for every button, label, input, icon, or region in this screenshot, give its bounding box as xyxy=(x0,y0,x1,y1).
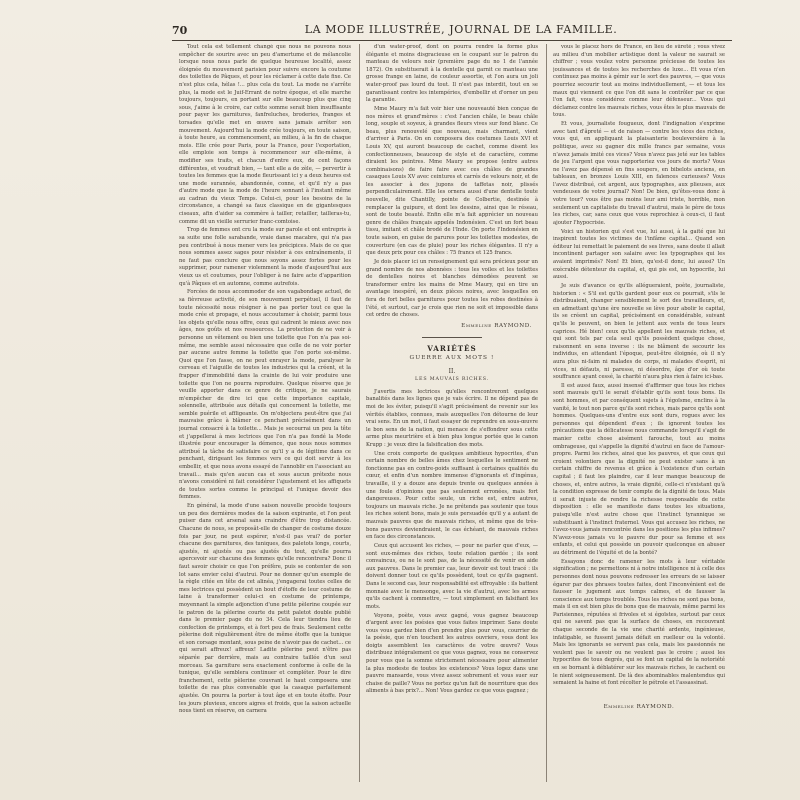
paragraph: Forcées de nous accommoder de son vagabondage actuel, de sa fièvreuse activité, de son mouvement perpétuel, il faut de toute nécessité nous résigner à ne pas porter tout ce que la mode crée et propage, et nous accoutumer à choisir, parmi tous les objets qu'elle nous offre, ceux qui cadrent le mieux avec nos âges, nos goûts et nos ressources. La protection de ne voir à personne un vêtement ou bien une toilette que l'on n'a pas soi-même, me semble aussi nécessaire que celle de ne voir porter par aucune autre femme la toilette que l'on porte soi-même. Quoi que l'on fasse, on ne peut enrayer la mode, paralyser le cerveau et l'aiguille de toutes les industries qui la créent, et la frapper d'immobilité dans la crainte de lui voir produire une toilette que l'on ne pourra reproduire. Quelque réserve que je veuille apporter dans ce genre de critique, je ne saurais m'empêcher de dire ici que cette importance capitale, solennelle, attribuée aux détails qui concernent la toilette, me semble puérile et affligeante. On m'objectera peut-être que j'ai mauvaise grâce à blâmer ce penchant précisément dans un journal consacré à la toilette... Mais je secourrai un peu la tête et j'appellerai à mes lectrices que l'on n'a pas fondé la Mode illustrée pour encourager la démence, que nous nous sommes attribué la tâche de satisfaire ce qu'il y a de légitime dans ce penchant, dirigeant les femmes vers ce qui doit servir à les embellir, et que nous avons essayé de l'annoblir en l'associant au travail... mais qu'en aucun cas et sous aucun prétexte nous n'avons considéré ni fait considérer l'ajustement et les affiquets de toutes sortes comme le principal et l'unique devoir des femmes. xyxy=(179,289,351,501)
paragraph: d'un water-proof, dont on pourra rendre la forme plus élégante et moins disgracieuse en le coupant sur le patron du manteau de velours noir (première page du no 1 de l'année 1872). On substituerait à la dentelle qui garnit ce manteau une grosse frange en laine, de couleur assortie, et l'on aura un joli water-proof pas lourd du tout. Il n'est pas interdit, tout en se garantissant contre les intempéries, d'embellir et d'orner un peu la garantie. xyxy=(366,44,538,104)
paragraph: Voici un historien qui s'est vue, lui aussi, à la gaité que lui inspirent toutes les victimes de l'infâme capital... Quand son éditeur lui remettait le paiement de ses livres, sans doute il allait incontinent partager son salaire avec les typographes qui les avaient imprimés? Non! Et bien, qu'est-il donc, lui aussi? Un exécrable détenteur du capital, et, qui pis est, un hypocrite, lui aussi. xyxy=(553,228,725,281)
paragraph: Il est aussi faux, aussi insensé d'affirmer que tous les riches sont mauvais qu'il le serait d'établir qu'ils sont tous bons. Ils sont hommes, et par conséquent sujets à l'égoïsme, enclins à la vanité, le tout non parce qu'ils sont riches, mais parce qu'ils sont hommes. Quelques-uns d'entre eux sont durs, rogues avec les personnes qui dépendent d'eux ; ils ignorent toutes les précautions que la délicatesse nous commande lorsqu'il s'agit de manier cette chose aisément farouche, tout au moins ombrageuse, qui s'appelle la dignité d'autrui en face de l'amour-propre. Parmi les riches, ainsi que les pauvres, et que ceux qui croient volontiers que la dignité ne peut exister sans à un certain chiffre de revenus et grâce à l'existence d'un certain capital ; il faut les plaindre, car il leur manque beaucoup de choses, et, entre autres, la vraie dignité, celle-ci n'existant qu'à la condition expresse de tenir compte de la dignité de tous. Mais il serait injuste de rendre la richesse responsable de cette disposition : elle se manifeste dans toutes les situations, puisqu'elle n'est autre chose que l'instinct tyrannique se substituant à l'instinct fraternel. Vous qui accusez les riches, ne l'avez-vous jamais rencontrée dans les positions les plus infimes? N'avez-vous jamais vu le pauvre dur pour sa femme et ses enfants, et celui qui possède un pouvoir quelconque en abuser au détriment de l'équité et de la bonté? xyxy=(553,382,725,556)
column-1 xyxy=(179,44,351,784)
page-number: 70 xyxy=(172,24,188,37)
paragraph: Ceux qui accusent les riches, — pour ne parler que d'eux, — sont eux-mêmes des riches, toute relation gardée ; ils sont convaincus, ou ne le sont pas, de la nécessité de venir en aide aux pauvres. Dans le premier cas, leur devoir est tout tracé : ils doivent donner tout ce qu'ils possèdent, tout ce qu'ils gagnent. Dans le second cas, leur responsabilité est effroyable : ils battent monnaie avec le mensonge, avec la vie d'autrui, avec les armes qu'ils cachent à commettre, — tout simplement en falsifiant les mots. xyxy=(366,542,538,610)
section-heading: LES MAUVAIS RICHES. xyxy=(415,377,489,383)
paragraph: J'avertis mes lectrices qu'elles rencontreront quelques banalités dans les lignes que je vais écrire. Il ne dépend pas de moi de les éviter, puisqu'il s'agit précisément de revenir sur les vérités établies, connues, mais auxquelles l'on détourne de leur vrai sens. En un mot, il faut essayer de reprendre en sous-œuvre le bon sens de la nation, qui menace de s'effondrer sous cette arme plus meurtrière et à bien plus longue portée que le canon Krupp : je veux dire la falsification des mots. xyxy=(366,388,538,448)
column-2 xyxy=(366,44,538,784)
running-title: LA MODE ILLUSTRÉE, JOURNAL DE LA FAMILLE. xyxy=(304,23,618,36)
paragraph: Essayons donc de ramener les mots à leur véritable signification ; ne permettons ni à notre intelligence ni à celle des personnes dont nous pouvons redresser les erreurs de se laisser égarer par des phrases toutes faites, dont l'inconvénient est de fausser le jugement aux temps calmes, et de fausser la conscience aux temps troublés. Tous les riches ne sont pas bons, mais il en est bien plus de bons que de mauvais, même parmi les Parisiennes, réputées si frivoles et si égoïstes, surtout par ceux qui ne savent pas que la surface de choses, en recouvrant chaque seconde de la vie une charité ardente, ingénieuse, infatigable, se fussent jamais défait en ruelleur ou la volonté. Mais les ignorants se servent pas cela, mais les passionnés ne veulent pas le savoir ou ne veulent pas le croire ; aussi les hypocrites de tous degrés, qui se font un capital de la notoriété en se bornant à déblatérer sur les mauvais riches, le cachent ou le nient soigneusement. De là des abominables malentendus qui semaient la haine et font récolter le pétrole et l'assassinat. xyxy=(553,558,725,687)
paragraph: En général, la mode d'une saison nouvelle procède toujours un peu des dernières modes de la saison expirante, et l'on peut puiser dans cet arsenal sans craindre d'être trop distancée. Chacune de nous, se proposât-elle de changer de costume douze fois par jour, ne peut espérer, n'est-il pas vrai? de porter chacune des garnitures, des tuniques, des paletots longs, courts, ajustés, ni ajustés ou pas ajustés du tout, qu'elle pourra apercevoir sur chacune des femmes qu'elle rencontrera? Donc il faut savoir choisir ce que l'on préfère, puis se contenter de son lot sans envier celui d'autrui. Pour ne donner qu'un exemple de la règle citée en tête de cet alinéa, j'engagerai toutes celles de mes lectrices qui possèdent un bout d'étoffe de leur costume de laine à transformer celui-ci en costume de printemps, moyennant la simple adjonction d'une petite pèlerine coupée sur le patron de la pèlerine courte du petit paletot double publié dans le premier page du no 34. Cela leur tiendra lieu de confection de printemps, et à fort peu de frais. Seulement cette pèlerine doit régulièrement être de même étoffe que la tunique et son corsage montant, sous peine de n'avoir pas de cachet... ce qui serait affreux! affreux! Ladite pèlerine peut n'être pas séparée par derrière, mais au contraire taillée d'un seul morceau. Sa garniture sera exactement conforme à celle de la tunique, qu'elle semblera continuer et compléter. Pour le dire franchement, cette pèlerine couvrant le haut composera une toilette de ras plus convenable que la casaque parfaitement ajustée. On pourra la porter à tout âge et en toute étoffe. Pour les jours pluvieux, encore aigres et froids, que la saison actuelle nous tient en réserve, on carnera xyxy=(179,503,351,715)
paragraph: Voyons, poète, vous avez gagné, vous gagnez beaucoup d'argent avec les poésies que vous faites imprimer. Sans doute vous vous gardez bien d'en prendre plus pour vous, courrier de la poésie, que n'en touchent les autres ouvriers, vous dont les doigts assemblent les caractères de votre œuvre? Vous distribuez intégralement ce que vous gagnez, vous ne conservez pour vous que la somme strictement nécessaire pour alimenter la plus modeste de toutes les existences? Vous logez dans une pauvre mansarde, vous vivez assez sobrement et vous suer sur chaise de paille? Vous ne portez qu'un fait de nourriture que des aliments à bas prix?... Non! Vous gardez ce que vous gagnez ; xyxy=(366,612,538,695)
section-title: VARIÉTÉS xyxy=(427,344,477,354)
paragraph: Une croix comporte de quelques ambitieux hypocrites, d'un certain nombre de belles âmes chez lesquelles le sentiment ne fonctionne pas en contre-poids suffisant à certaines qualités du cœur, et enfin d'un nombre immense d'ignorants et d'ingénus, travaille, il y a douze ans depuis trente ou quelques années à une foule d'opinions que pas seulement erronées, mais fort dangereuses. Pour cette seule, un riche est, entre autres, toujours un mauvais riche. Je ne prétends pas soutenir que tous les riches soient bons, mais je suis persuadée qu'il y a autant de mauvais pauvres que de mauvais riches, et même que de très-bons pauvres deviendraient, le cas échéant, de mauvais riches en face des circonstances. xyxy=(366,450,538,541)
paragraph: Mme Maury m'a fait voir hier une nouveauté bien conçue de nos mères et grand'mères : c'est l'ancien châle, le beau châle long, souple et soyeux, à grandes fleurs vives sur fond blanc. Ce beau, plus renouvelé que nouveau, mais charmant, vient d'arriver à Paris. On en composera des costumes Louis XVI et Louis XV, qui auront beaucoup de cachet, comme disent les confectionneuses, beaucoup de style et de caractère, comme diraient les peintres. Mme Maury se propose (entre autres combinaisons) de faire faire avec ces châles de grandes casaques Louis XV avec ceintures et carrés de velours noir, et de les associer à des jupons de taffetas noir, plissés perpendiculairement. Elle les ornera aussi d'une dentelle toute nouvelle, dite Chantilly, pointe de Colbertie, destinée à remplacer la guipure, et dont les dessins, ainsi que le réseau, sont de toute beauté. Enfin elle m'a fait apprécier un nouveau genre de châles français appelés Indonésien. C'est un fort beau tissu, imitant et châle brodé de l'Inde. On porte l'Indonésien en toute saison, en guise de parures pour les toilettes modestes, de couverture (en cas de pluie) pour les riches élégantes. Il n'y a que deux prix pour ces châles : 75 francs et 125 francs. xyxy=(366,105,538,257)
running-header xyxy=(172,18,732,40)
paragraph: Je dois placer ici un renseignement qui sera précieux pour un grand nombre de nos abonnées : tous les voiles et les toilettes de dentelles noires et blanches démodées peuvent se transformer entre les mains de Mme Maury, qui en tire un avantage inespéré, en deux pièces noires, avec lesquelles on fera de fort belles garnitures pour toutes les robes destinées à l'été, et surtout, car je crois que rien ne soit et impossible dans cet ordre de choses. xyxy=(366,259,538,319)
column-3 xyxy=(553,44,725,784)
section-numeral: II. xyxy=(448,367,456,375)
section-subtitle: GUERRE AUX MOTS ! xyxy=(409,354,495,361)
header-rule xyxy=(172,40,732,41)
column-divider xyxy=(359,44,360,782)
paragraph: vous le placez hors de France, en lieu de sûreté ; vous vivez au milieu d'un mobilier artistique dont la valeur ne saurait se chiffrer ; vous voulez votre personne précieuse de toutes les jouissances et de toutes les recherches de luxe... Et vous n'en continuez pas moins à gémir sur le sort des pauvres, — que vous pourriez secourir tout au moins individuellement, — et tous les maux qui viennent ce que l'on dit sans le contrôler par ce que l'on fait, vous considérez comme leur défenseur... Vous qui déclamez contre les mauvais riches, vous êtes le plus mauvais de tous. xyxy=(553,44,725,119)
paragraph: Trop de femmes ont cru la mode sur parole et ont entrepris à sa suite une folle sarabande, vraie danse macabre, qui n'a pas peu contribué à nous mener vers les précipices. Mais de ce que nous sommes assez sages pour résister à ces entraînements, il ne faut pas conclure que nous soyons assez fortes pour les supprimer, pour ramener violemment la mode d'aujourd'hui aux vieux us et coutumes, pour l'obliger à ne faire acte d'apparition qu'à Pâques et en automne, comme autrefois. xyxy=(179,227,351,287)
paragraph: Je suis d'avance ce qu'ils allégueraient, poète, journaliste, historien : « S'il est qu'ils gardent pour eux ce pourrait, s'ils le distribuaient, changer sensiblement le sort des travailleurs, et, en admettant qu'une ère nouvelle se lève pour abolir le capital, ils se créent un capital, précisément en considérable, suivant qu'ils le peuvent, on bien le jettent aux vents de tous leurs caprices. Hé bien! ceux qu'ils appellent les mauvais riches, et qui sont tels par cela seul qu'ils possèdent quelque chose, raisonnent en sens inverse : ils ne blâment de secourir les individus, en attendant l'époque, peut-être éloignée, où il n'y aura plus ni-faim ni malades de corps, ni malades d'esprit, ni vices, ni défauts, ni paresse, ni désordre, âge d'or où toute souffrance ayant cessé, la charité n'aura plus rien à faire ici-bas. xyxy=(553,282,725,381)
paragraph: Et vous, journaliste fougueux, dont l'indignation s'exprime avec tant d'âpreté — et de raison — contre les vices des riches, vous qui, en appliquant la plaisanterie bouleversière à la politique, avez su gagner dix mille francs par semaine, vous n'avez jamais imité ces vices? Vous n'avez pas jeté sur les tables de jeu l'argent que vous rapporteriez vos jours de morts? Vous ne l'avez pas dépensé en fins soupers, en bibelots anciens, en tableaux, en bronzes Louis XIII, en faïences curieuses? Vous l'avez distribué, cet argent, aux typographes, aux plieuses, aux vendeuses de votre journal? Non! De bien, qu'êtes-vous donc à votre tour? vous être pas moins leur ami triste, horrible, mon seulement un capitaliste du travail d'autrui, mais le père de tous les riches, car, sans ceux que vous reprochiez à ceux-ci, il faut ajouter l'hypocrisie. xyxy=(553,121,725,226)
section-rule xyxy=(422,337,482,338)
paragraph: Tout cela est tellement changé que nous ne pouvons nous empêcher de sourire avec un peu d'amertume et de mélancolie lorsque nous nous parle de quelque heureuse localité, assez éloignée du mouvement parisien pour suivre encore la coutume des toilettes de Pâques, et pour les réclamer à cette date fixe. Ce n'est plus cela, hélas !... plus cela du tout. La mode ne s'arrête plus, la mode est le Juif-Errant de notre époque, et elle marche toujours, toujours, en portant sur elle beaucoup plus que cinq sous, j'aime à le croire, car cette somme serait bien insuffisante pour payer les garnitures, fanfreluches, broderies, franges et torsades qu'elle met en œuvre sans jamais arrêter son mouvement. Aujourd'hui la mode crée toujours, en toute saison, à toute heure, au commencement, au milieu, à la fin de chaque mois. Elle crée pour Paris, pour la France, pour l'exportation, elle emploie son temps à recommencer sur elle-même, à modifier ses traits, et chacun d'entre eux, de cent façons différentes, et voudrait bien, — tant elle a de zèle, — pervertir à toutes les femmes que la mode fleurissant ici y a deux heures est une mode surannée, abandonnée, conne, et qu'il n'y a pas d'autre mode que la mode de l'heure sonnant à l'instant même au cadran du vieux Temps. Celui-ci, pour les besoins de la circonstance, a changé sa faux classique en de gigantesques ciseaux, afin d'aider sa commère à tailler, retailler, tailleras-tu, comme dit un vieille serrurier franc-comtoise. xyxy=(179,44,351,225)
column-divider xyxy=(546,44,547,782)
author-signature: Emmeline RAYMOND. xyxy=(603,703,675,710)
author-signature: Emmeline RAYMOND. xyxy=(461,322,532,329)
